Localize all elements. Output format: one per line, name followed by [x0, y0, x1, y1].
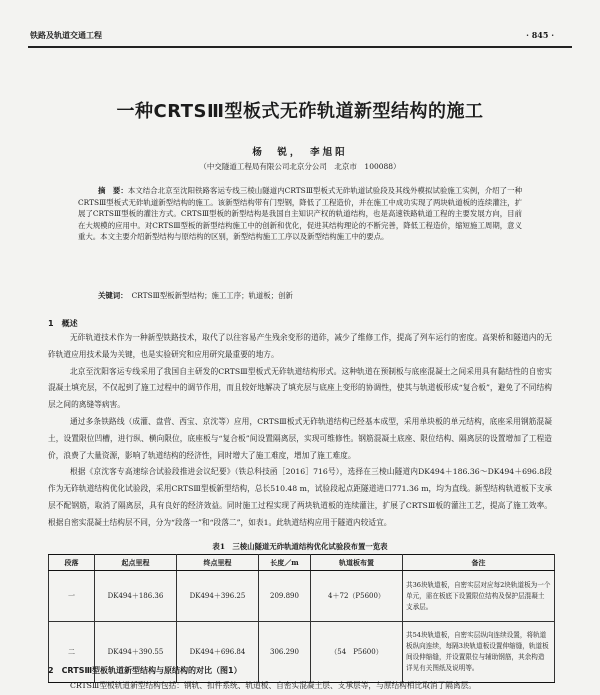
cell-start: DK494＋186.36 [95, 571, 177, 622]
keywords [98, 290, 522, 301]
section-2-title: 2 CRTSⅢ型板轨道新型结构与原结构的对比（图1） [48, 666, 242, 675]
section-1-title: 1 概述 [48, 319, 78, 328]
cell-note: 共36块轨道板，自密实层对应每2块轨道板为一个单元，需在板底下设置限位结构及保护层混凝土支承层。 [403, 571, 555, 622]
header-segment: 段落 [49, 555, 95, 571]
cell-layout: （54 P5600） [311, 622, 403, 683]
authors: 杨 锐， 李旭阳 [252, 147, 348, 158]
paragraph: 北京至沈阳客运专线采用了我国自主研发的CRTSⅢ型板式无砟轨道结构形式。这种轨道在预制板与底座混凝土之间采用具有黏结性的自密实混凝土填充层，不仅起到了施工过程中的调节作用，而且较好地解决了填充层与底座上变形的协调性，使其与轨道板形成“复合板”，避免了不同结构层之间的离缝等病害。 [48, 366, 552, 410]
table-header-row [49, 555, 555, 571]
section-2-body [48, 678, 552, 695]
header-note: 备注 [403, 555, 555, 571]
header-length: 长度／m [259, 555, 311, 571]
cell-length: 306.290 [259, 622, 311, 683]
paragraph: 根据《京沈客专高速综合试验段推进会议纪要》（铁总科技函［2016］716号），选择在三棱山隧道内DK494＋186.36～DK494＋696.8段作为无砟轨道结构优化试验段，采用CRTSⅢ型板新型结构，总长510.48 m，试验段起点距隧道进口771.36 m，均为直线。新型结构轨道板下支承层不配钢筋，取消了隔离层，具有良好的经济效益。同时施工过程实现了两块轨道板的连续灌注，扩展了CRTSⅢ板的灌注工艺，提高了施工效率。根据自密实混凝土结构层不同，分为“段落一”和“段落二”，如表1。此轨道结构应用于隧道内较适宜。 [48, 467, 552, 527]
header-rule [28, 46, 572, 48]
table-caption: 表1 三棱山隧道无砟轨道结构优化试验段布置一览表 [212, 542, 388, 551]
table-row [49, 571, 555, 622]
keywords-label: 关键词： [98, 291, 128, 300]
abstract [78, 185, 522, 243]
journal-name: 铁路及轨道交通工程 [30, 30, 102, 40]
cell-length: 209.890 [259, 571, 311, 622]
abstract-text: 本文结合北京至沈阳铁路客运专线三棱山隧道内CRTSⅢ型板式无砟轨道试验段及其线外模拟试验施工实例，介绍了一种CRTSⅢ型板式无砟轨道新型结构的施工。该新型结构带有门型钢，降低了工程造价，并在施工中成功实现了两块轨道板的连续灌注，扩展了CRTSⅢ型板的灌注方式。CRTSⅢ型板的新型结构是我国自主知识产权的轨道结构，也是高速铁路轨道工程的主要发展方向，目前在大规模的应用中。对CRTSⅢ型板的新型结构施工中的创新和优化，促进其结构理论的不断完善，降低工程造价，缩短施工周期，意义重大。本文主要介绍新型结构与原结构的区别，新型结构施工工序以及新型结构施工中的要点。 [78, 186, 522, 242]
paragraph: 通过多条铁路线（成灌、盘营、西宝、京沈等）应用，CRTSⅢ板式无砟轨道结构已经基本成型，采用单块板的单元结构，底座采用钢筋混凝土，设置限位凹槽，进行纵、横向限位，底座板与“复合板”间设置隔离层，实现可维修性。钢筋混凝土底座、限位结构、隔离层的设置增加了工程造价，浪费了大量资源，影响了轨道结构的经济性，同时增大了施工难度，增加了施工难度。 [48, 416, 552, 460]
section-1-body [48, 330, 552, 532]
header-end: 终点里程 [177, 555, 259, 571]
segment-table [48, 554, 555, 683]
cell-start: DK494＋390.55 [95, 622, 177, 683]
article-title: 一种CRTSⅢ型板式无砟轨道新型结构的施工 [116, 101, 484, 122]
paragraph: CRTSⅢ型板轨道新型结构包括：钢轨、扣件系统、轨道板、自密实混凝土层、支承层等，与原结构相比取消了隔离层。 [70, 681, 477, 690]
cell-note: 共54块轨道板，自密实层纵向连续设置，将轨道板纵向连续，每隔3块轨道板设置伸缩缝，轨道板间设伸缩缝，并设置限位与辅助钢筋，其余构造详见有关图纸及说明等。 [403, 622, 555, 683]
cell-end: DK494＋396.25 [177, 571, 259, 622]
cell-segment: 二 [49, 622, 95, 683]
keywords-text: CRTSⅢ型板新型结构；施工工序；轨道板；创新 [131, 291, 293, 300]
header-layout: 轨道板布置 [311, 555, 403, 571]
cell-segment: 一 [49, 571, 95, 622]
cell-end: DK494＋696.84 [177, 622, 259, 683]
header-start: 起点里程 [95, 555, 177, 571]
page-number: · 845 · [526, 30, 554, 40]
affiliation: （中交隧道工程局有限公司北京分公司 北京市 100088） [199, 162, 401, 171]
cell-layout: 4＋72（P5600） [311, 571, 403, 622]
abstract-label: 摘 要： [98, 186, 128, 195]
paragraph: 无砟轨道技术作为一种新型铁路技术，取代了以往容易产生残余变形的道砟，减少了维修工作，提高了列车运行的密度。高架桥和隧道内的无砟轨道应用技术最为关键，也是实验研究和应用研究最重要的地方。 [48, 333, 552, 359]
